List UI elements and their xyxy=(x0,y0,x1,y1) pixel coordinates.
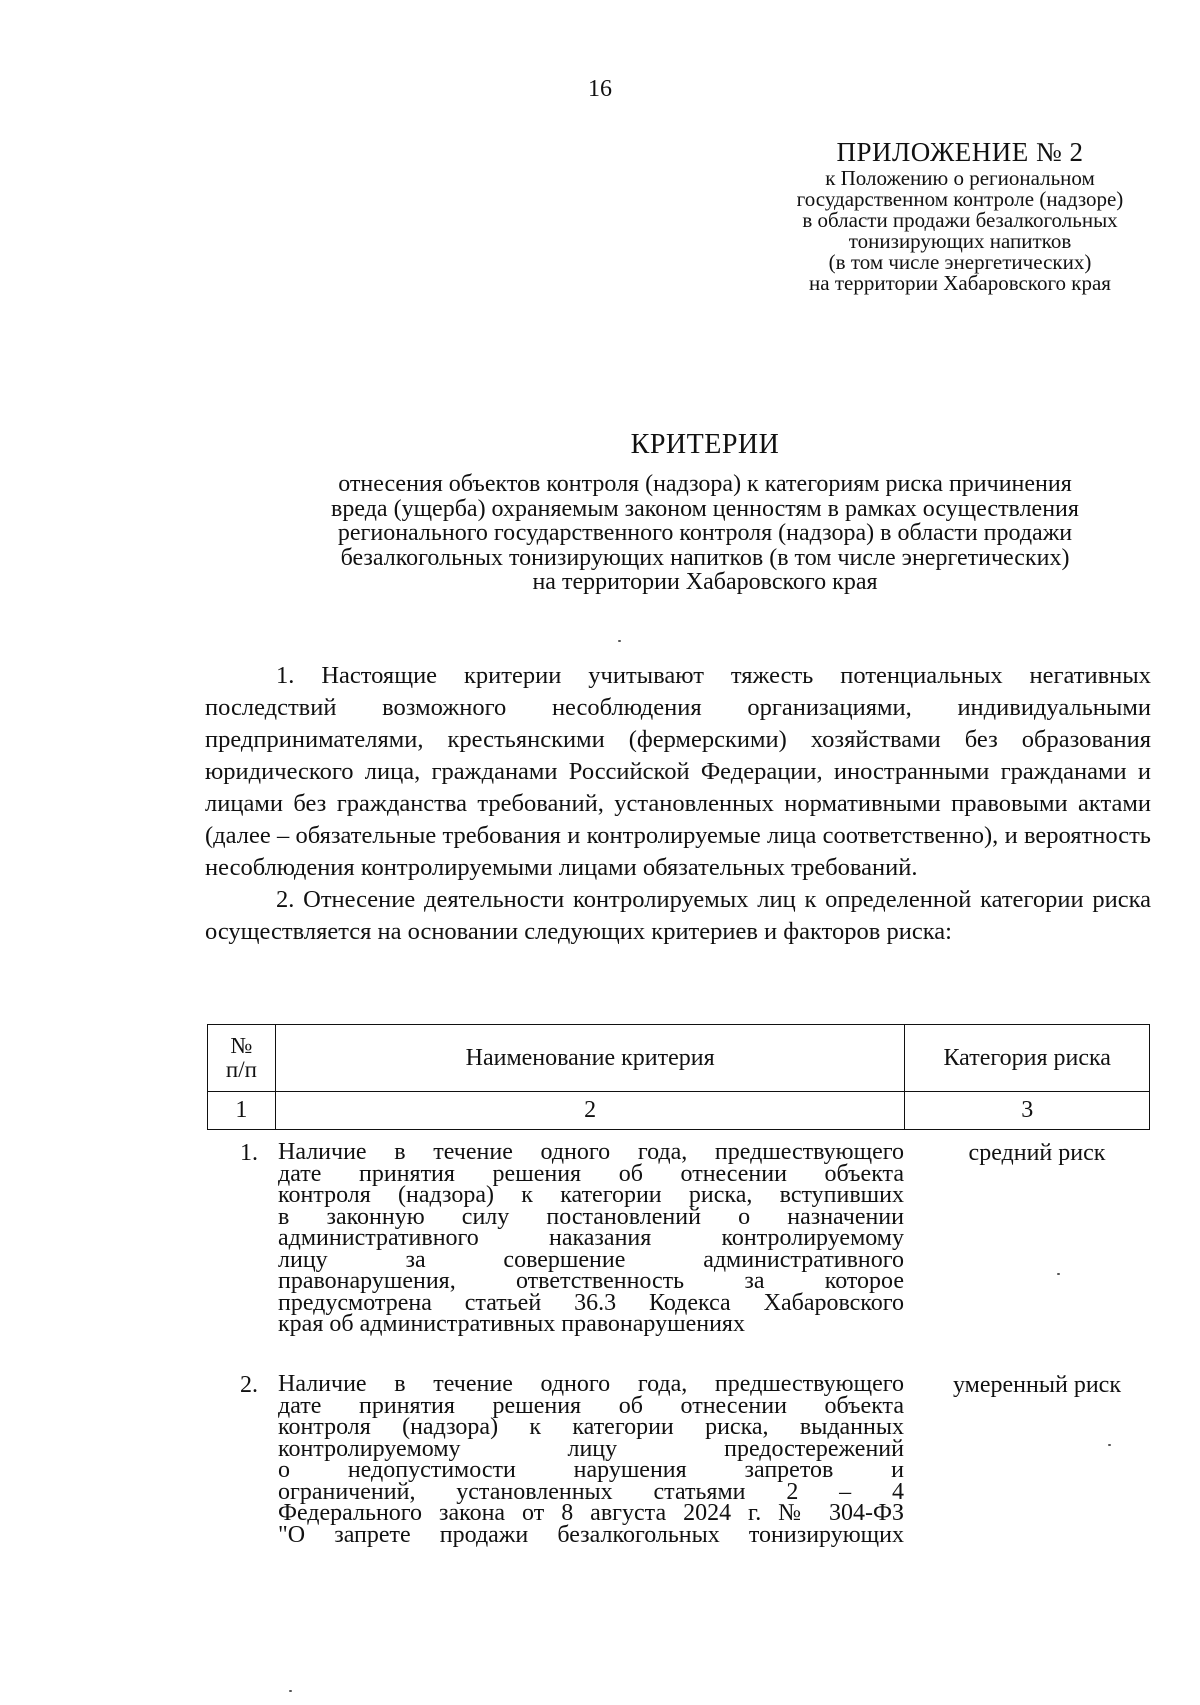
criterion-line: о недопустимости нарушения запретов и xyxy=(278,1457,904,1483)
criterion-line: контролируемому лицу предостережений xyxy=(278,1435,904,1462)
criterion-line: правонарушения, ответственность за которое xyxy=(278,1268,904,1294)
scan-speck xyxy=(1057,1273,1060,1275)
row-number: 1. xyxy=(240,1140,258,1166)
criterion-line: лицу за совершение административного xyxy=(278,1246,904,1273)
appendix-line: тонизирующих напитков xyxy=(848,229,1072,253)
header-category-cell: Категория риска xyxy=(905,1025,1150,1092)
criteria-table xyxy=(207,1024,1150,1130)
heading-subtitle-line: безалкогольных тонизирующих напитков (в том числе энергетических) xyxy=(340,544,1070,571)
scan-speck xyxy=(289,1690,292,1692)
criterion-line: края об административных правонарушениях xyxy=(278,1311,745,1337)
appendix-line: в области продажи безалкогольных xyxy=(802,208,1118,232)
appendix-title: ПРИЛОЖЕНИЕ № 2 xyxy=(836,137,1084,167)
paragraph-2: 2. Отнесение деятельности контролируемых лиц к определенной категории риска осуществляется на основании следующих критериев и факторов риска: xyxy=(205,886,1151,945)
header-num-line2: п/п xyxy=(225,1057,257,1082)
scan-speck xyxy=(618,640,621,642)
appendix-line: к Положению о региональном xyxy=(825,166,1095,190)
criterion-line: административного наказания контролируемому xyxy=(278,1225,904,1251)
document-heading xyxy=(200,428,1200,595)
row-number: 2. xyxy=(240,1372,258,1398)
criterion-line: в законную силу постановлений о назначении xyxy=(278,1203,904,1230)
appendix-line: государственном контроле (надзоре) xyxy=(796,187,1124,211)
header-num-line1: № xyxy=(230,1033,253,1058)
index-cell: 2 xyxy=(275,1092,905,1130)
heading-subtitle-line: вреда (ущерба) охраняемым законом ценностям в рамках осуществления xyxy=(331,495,1079,522)
index-cell: 3 xyxy=(905,1092,1150,1130)
appendix-line: (в том числе энергетических) xyxy=(828,250,1092,274)
criterion-line: Наличие в течение одного года, предшествующего xyxy=(278,1139,904,1165)
row-criterion xyxy=(278,1371,904,1548)
header-num-cell xyxy=(208,1025,276,1092)
header-name-cell: Наименование критерия xyxy=(275,1025,905,1092)
criterion-line: дате принятия решения об отнесении объекта xyxy=(278,1160,904,1187)
index-cell: 1 xyxy=(208,1092,276,1130)
heading-subtitle-line: регионального государственного контроля (надзора) в области продажи xyxy=(337,520,1073,546)
appendix-line: на территории Хабаровского края xyxy=(809,271,1111,295)
criterion-line: "О запрете продажи безалкогольных тонизирующих xyxy=(278,1521,904,1548)
criterion-line: предусмотрена статьей 36.3 Кодекса Хабаровского xyxy=(278,1289,904,1316)
table-header-row xyxy=(208,1025,1150,1092)
criterion-line: Федерального закона от 8 августа 2024 г. № 304-ФЗ xyxy=(278,1500,904,1526)
table-index-row xyxy=(208,1092,1150,1130)
heading-subtitle-line: отнесения объектов контроля (надзора) к категориям риска причинения xyxy=(338,471,1072,497)
page-number: 16 xyxy=(588,76,612,102)
criterion-line: контроля (надзора) к категории риска, выданных xyxy=(278,1414,904,1440)
row-criterion xyxy=(278,1139,904,1337)
criterion-line: Наличие в течение одного года, предшествующего xyxy=(278,1371,904,1397)
document-title: КРИТЕРИИ xyxy=(630,429,780,460)
criterion-line: дате принятия решения об отнесении объекта xyxy=(278,1392,904,1419)
criterion-line: контроля (надзора) к категории риска, вступивших xyxy=(278,1182,904,1208)
row-category: умеренный риск xyxy=(953,1372,1121,1398)
row-category: средний риск xyxy=(968,1140,1106,1166)
scan-speck xyxy=(1108,1444,1111,1446)
appendix-block xyxy=(740,136,1180,294)
body-text xyxy=(205,660,1151,948)
criterion-line: ограничений, установленных статьями 2 – 4 xyxy=(278,1478,904,1505)
paragraph-1: 1. Настоящие критерии учитывают тяжесть потенциальных негативных последствий возможного несоблюдения организациями, индивидуальными предпринимателями, крестьянскими (фермерскими) хозяйствами без образования юридического лица, гражданами Российской Федерации, иностранными гражданами и лицами без гражданства требований, установленных нормативными правовыми актами (далее – обязательные требования и контролируемые лица соответственно), и вероятность несоблюдения контролируемыми лицами обязательных требований. xyxy=(205,662,1151,881)
heading-subtitle-line: на территории Хабаровского края xyxy=(532,569,878,595)
